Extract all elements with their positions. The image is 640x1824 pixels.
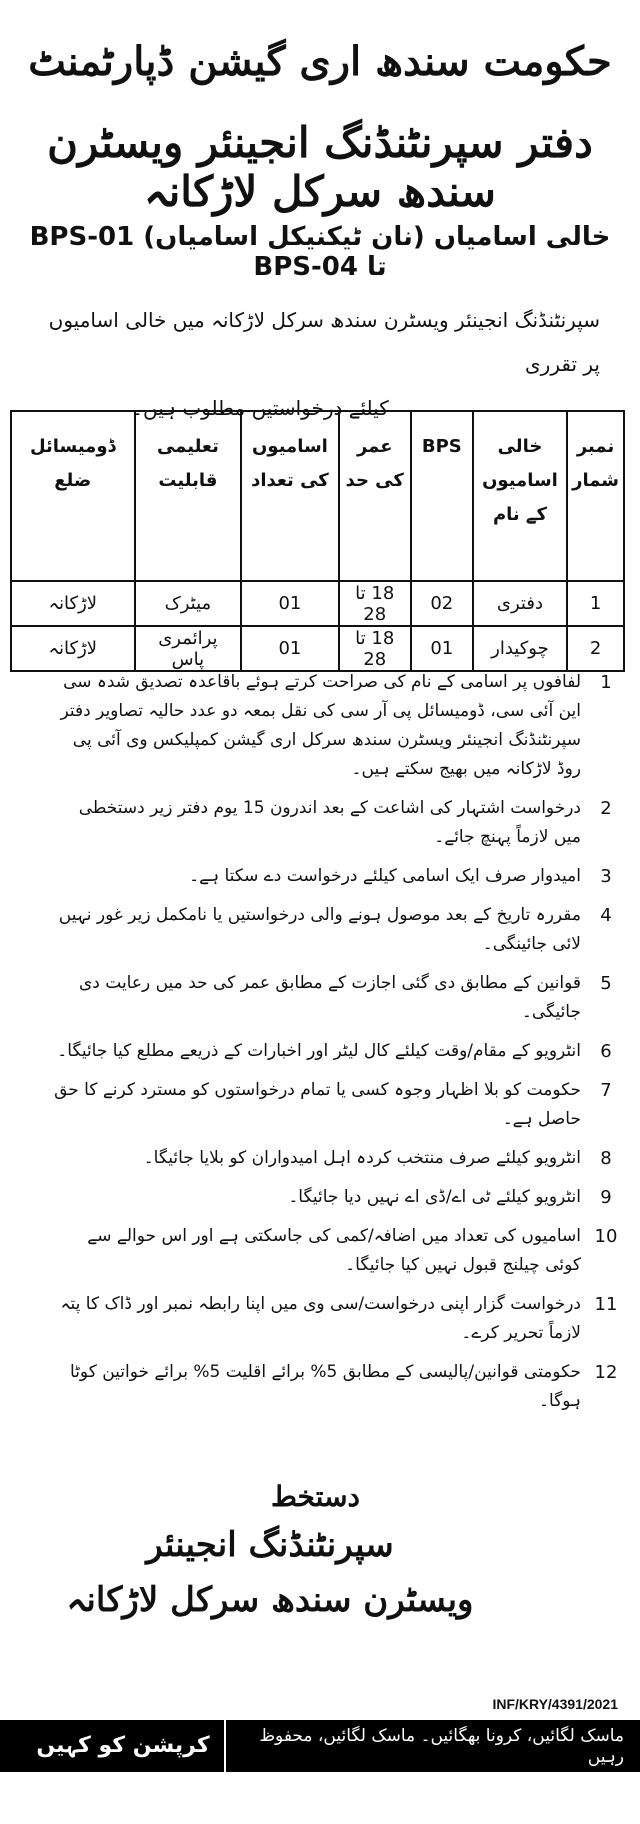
table-row — [11, 581, 624, 626]
department-heading: حکومت سندھ اری گیشن ڈپارٹمنٹ — [28, 38, 612, 85]
cell-count: 01 — [241, 626, 338, 671]
term-number: 4 — [600, 905, 612, 926]
term-number: 10 — [594, 1226, 618, 1247]
header-count: اسامیوں کی تعداد — [241, 411, 338, 581]
cell-bps: 01 — [411, 626, 473, 671]
terms-list — [10, 668, 625, 1426]
anti-corruption-message: کرپشن کو کہیں نا — [16, 1720, 226, 1772]
term-text: مقررہ تاریخ کے بعد موصول ہونے والی درخواستیں یا نامکمل زیر غور نہیں لائی جائینگی۔ — [58, 905, 581, 954]
signatory-designation: سپرنٹنڈنگ انجینئر — [146, 1525, 394, 1565]
term-text: لفافوں پر اسامی کے نام کی صراحت کرتے ہوئے باقاعدہ تصدیق شدہ سی این آئی سی، ڈومیسائل پی آر سی کی نقل بمعہ دو عدد حالیہ تصاویر دفتر سپرنٹنڈنگ انجینئر ویسٹرن سندھ سرکل اری گیشن کمپلیکس وی آئی پی روڈ لاڑکانہ میں بھیج سکتے ہیں۔ — [60, 672, 581, 779]
cell-qualification: پرائمری پاس — [135, 626, 242, 671]
term-item — [10, 1144, 625, 1173]
cell-qualification: میٹرک — [135, 581, 242, 626]
term-item — [10, 1290, 625, 1348]
term-number: 1 — [600, 672, 612, 693]
footer-bar — [0, 1720, 640, 1810]
term-text: درخواست گزار اپنی درخواست/سی وی میں اپنا رابطہ نمبر اور ڈاک کا پتہ لازماً تحریر کرے۔ — [60, 1294, 581, 1343]
office-heading: دفتر سپرنٹنڈنگ انجینئر ویسٹرن سندھ سرکل لاڑکانہ — [47, 118, 593, 216]
mask-message: ماسک لگائیں، کرونا بھگائیں۔ ماسک لگائیں، محفوظ رہیں — [259, 1726, 624, 1767]
header-domicile: ڈومیسائل ضلع — [11, 411, 135, 581]
reference-number: INF/KRY/4391/2021 — [492, 1696, 618, 1712]
header-serial: نمبر شمار — [567, 411, 624, 581]
intro-line-1: سپرنٹنڈنگ انجینئر ویسٹرن سندھ سرکل لاڑکانہ میں خالی اسامیوں پر تقرری — [48, 308, 600, 376]
header-qualification: تعلیمی قابلیت — [135, 411, 242, 581]
term-item — [10, 1076, 625, 1134]
term-number: 3 — [600, 866, 612, 887]
table-header-row — [11, 411, 624, 581]
term-item — [10, 1183, 625, 1212]
cell-age: 18 تا 28 — [339, 626, 411, 671]
term-item — [10, 969, 625, 1027]
cell-post: دفتری — [473, 581, 567, 626]
cell-count: 01 — [241, 581, 338, 626]
cell-domicile: لاڑکانہ — [11, 581, 135, 626]
vacancies-table — [10, 410, 625, 672]
term-text: انٹرویو کے مقام/وقت کیلئے کال لیٹر اور اخبارات کے ذریعے مطلع کیا جائیگا۔ — [57, 1041, 581, 1061]
term-item — [10, 668, 625, 784]
cell-age: 18 تا 28 — [339, 581, 411, 626]
term-item — [10, 794, 625, 852]
table-row — [11, 626, 624, 671]
term-item — [10, 1037, 625, 1066]
term-number: 6 — [600, 1041, 612, 1062]
term-number: 8 — [600, 1148, 612, 1169]
term-number: 11 — [594, 1294, 618, 1315]
header-bps: BPS — [411, 411, 473, 581]
intro-line-2: کیلئے درخواستیں مطلوب ہیں۔ — [131, 396, 389, 420]
signatory-office: ویسٹرن سندھ سرکل لاڑکانہ — [66, 1580, 474, 1620]
term-text: اسامیوں کی تعداد میں اضافہ/کمی کی جاسکتی ہے اور اس حوالے سے کوئی چیلنج قبول نہیں کیا جائیگا۔ — [87, 1226, 581, 1275]
cell-serial: 1 — [567, 581, 624, 626]
vacancies-title: خالی اسامیاں (نان ٹیکنیکل اسامیاں) BPS-01 تا BPS-04 — [29, 222, 611, 282]
signature-block — [60, 1480, 480, 1620]
term-text: انٹرویو کیلئے ٹی اے/ڈی اے نہیں دیا جائیگا۔ — [288, 1187, 581, 1207]
term-text: قوانین کے مطابق دی گئی اجازت کے مطابق عمر کی حد میں رعایت دی جائیگی۔ — [78, 973, 581, 1022]
cell-post: چوکیدار — [473, 626, 567, 671]
term-text: درخواست اشتہار کی اشاعت کے بعد اندرون 15 یوم دفتر زیر دستخطی میں لازماً پہنچ جائے۔ — [78, 798, 581, 847]
term-number: 12 — [594, 1362, 618, 1383]
term-item — [10, 1222, 625, 1280]
cell-bps: 02 — [411, 581, 473, 626]
term-number: 2 — [600, 798, 612, 819]
header-age: عمر کی حد — [339, 411, 411, 581]
signature-mark: دستخط — [270, 1480, 360, 1513]
cell-serial: 2 — [567, 626, 624, 671]
term-item — [10, 901, 625, 959]
term-number: 7 — [600, 1080, 612, 1101]
header-post: خالی اسامیوں کے نام — [473, 411, 567, 581]
term-item — [10, 1358, 625, 1416]
cell-domicile: لاڑکانہ — [11, 626, 135, 671]
term-text: امیدوار صرف ایک اسامی کیلئے درخواست دے سکتا ہے۔ — [189, 866, 581, 886]
term-item — [10, 862, 625, 891]
term-text: حکومت کو بلا اظہار وجوہ کسی یا تمام درخواستوں کو مسترد کرنے کا حق حاصل ہے۔ — [54, 1080, 581, 1129]
term-number: 9 — [600, 1187, 612, 1208]
term-number: 5 — [600, 973, 612, 994]
term-text: انٹرویو کیلئے صرف منتخب کردہ اہل امیدواران کو بلایا جائیگا۔ — [143, 1148, 581, 1168]
term-text: حکومتی قوانین/پالیسی کے مطابق 5% برائے اقلیت 5% برائے خواتین کوٹا ہوگا۔ — [70, 1362, 581, 1411]
